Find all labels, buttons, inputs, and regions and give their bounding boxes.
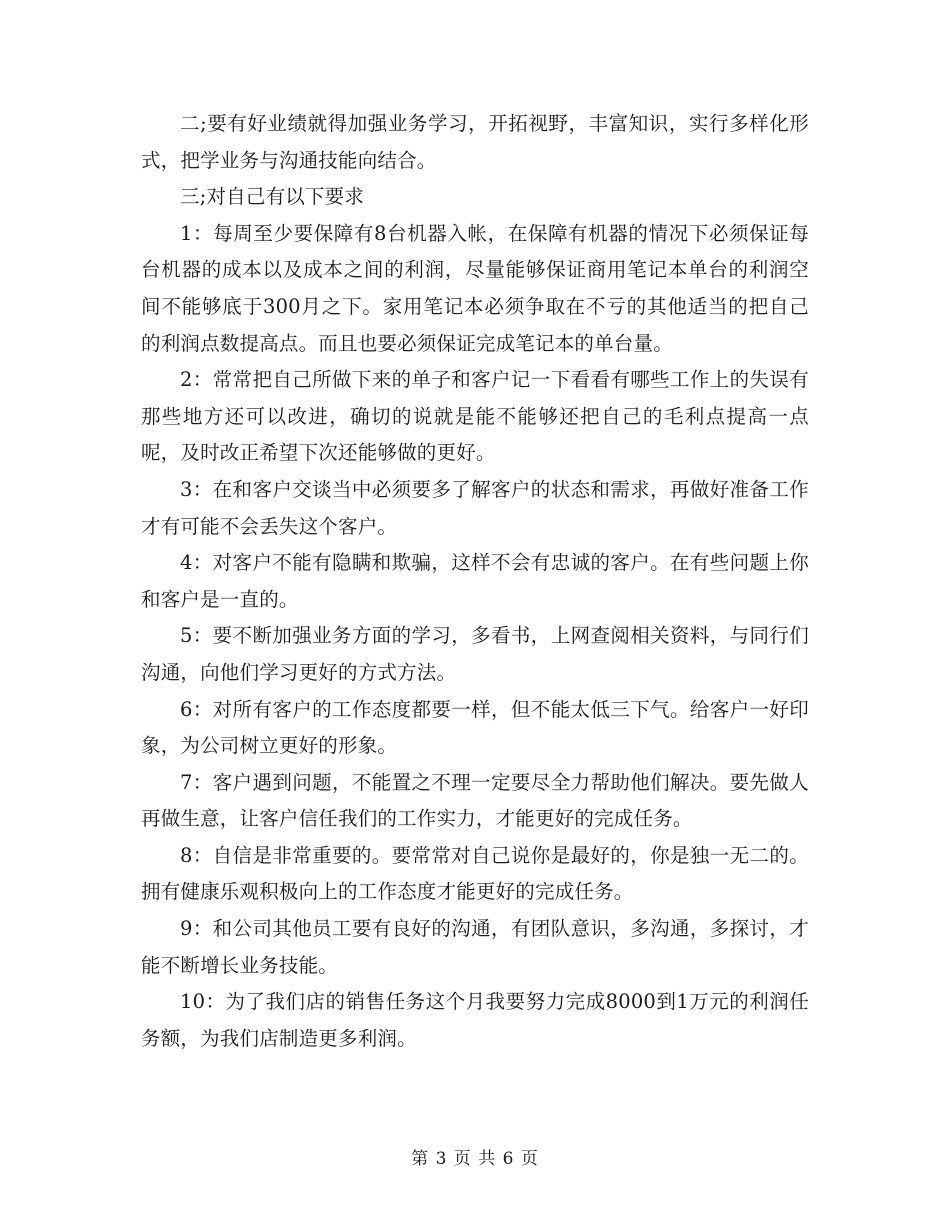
paragraph-item-2: 2：常常把自己所做下来的单子和客户记一下看看有哪些工作上的失误有那些地方还可以改进，确切的说就是能不能够还把自己的毛利点提高一点呢，及时改正希望下次还能够做的更好。 bbox=[141, 368, 809, 465]
paragraph-item-9: 9：和公司其他员工要有良好的沟通，有团队意识，多沟通，多探讨，才能不断增长业务技能。 bbox=[141, 917, 809, 977]
paragraph-item-3: 3：在和客户交谈当中必须要多了解客户的状态和需求，再做好准备工作才有可能不会丢失这个客户。 bbox=[141, 477, 809, 538]
paragraph-item-8: 8：自信是非常重要的。要常常对自己说你是最好的，你是独一无二的。拥有健康乐观积极向上的工作态度才能更好的完成任务。 bbox=[141, 843, 809, 904]
document-body bbox=[141, 106, 809, 1057]
page-number-footer: 第 3 页 共 6 页 bbox=[411, 1149, 539, 1169]
paragraph-section-two: 二;要有好业绩就得加强业务学习，开拓视野，丰富知识，实行多样化形式，把学业务与沟通技能向结合。 bbox=[141, 112, 809, 172]
paragraph-item-1: 1：每周至少要保障有8台机器入帐，在保障有机器的情况下必须保证每台机器的成本以及成本之间的利润，尽量能够保证商用笔记本单台的利润空间不能够底于300月之下。家用笔记本必须争取在不亏的其他适当的把自己的利润点数提高点。而且也要必须保证完成笔记本的单台量。 bbox=[141, 221, 809, 355]
paragraph-item-4: 4：对客户不能有隐瞒和欺骗，这样不会有忠诚的客户。在有些问题上你和客户是一直的。 bbox=[141, 551, 809, 611]
paragraph-section-three: 三;对自己有以下要求 bbox=[180, 185, 365, 209]
paragraph-item-10: 10：为了我们店的销售任务这个月我要努力完成8000到1万元的利润任务额，为我们店制造更多利润。 bbox=[141, 990, 809, 1050]
paragraph-item-5: 5：要不断加强业务方面的学习，多看书，上网查阅相关资料，与同行们沟通，向他们学习更好的方式方法。 bbox=[141, 624, 809, 684]
paragraph-item-6: 6：对所有客户的工作态度都要一样，但不能太低三下气。给客户一好印象，为公司树立更好的形象。 bbox=[141, 697, 809, 758]
paragraph-item-7: 7：客户遇到问题，不能置之不理一定要尽全力帮助他们解决。要先做人再做生意，让客户信任我们的工作实力，才能更好的完成任务。 bbox=[141, 770, 809, 831]
